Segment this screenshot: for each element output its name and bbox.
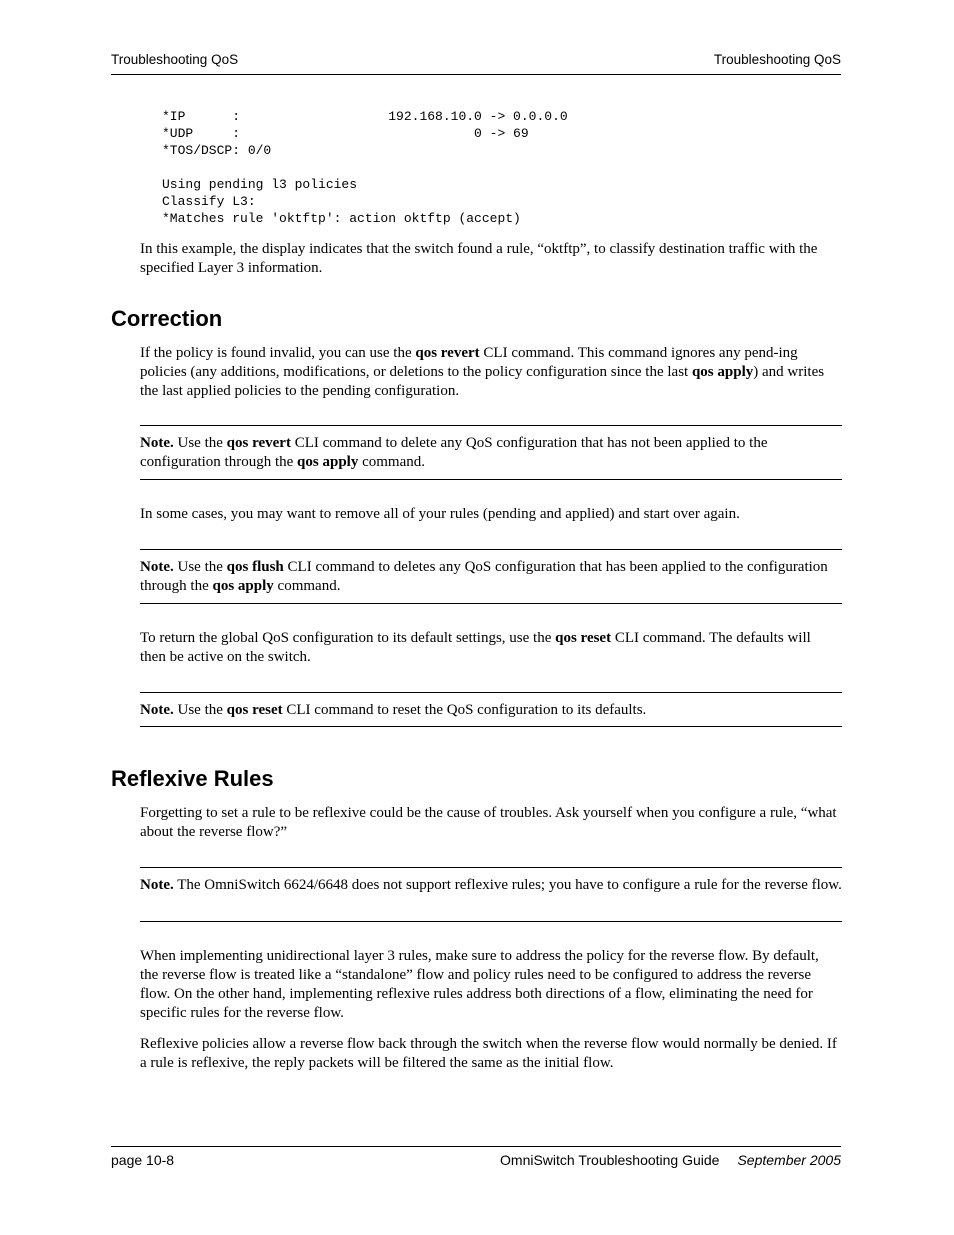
intro-paragraph: In this example, the display indicates that the switch found a rule, “oktftp”, to classify destination traffic with the specified Layer 3 information. [140,241,818,276]
code-line: *UDP : 0 -> 69 [162,126,529,141]
code-line: *Matches rule 'oktftp': action oktftp (accept) [162,211,521,226]
page-footer [111,1146,841,1168]
note-label: Note. [140,435,174,451]
note-qos-flush: Note. Use the qos flush CLI command to deletes any QoS configuration that has been applied to the configuration through the qos apply command. [140,549,842,604]
reflexive-rules-heading: Reflexive Rules [111,766,274,791]
correction-paragraph-2: In some cases, you may want to remove all of your rules (pending and applied) and start over again. [140,506,740,522]
note-label: Note. [140,877,174,893]
reflexive-paragraph-2: When implementing unidirectional layer 3 rules, make sure to address the policy for the reverse flow. By default, the reverse flow is treated like a “standalone” flow and policy rules need to be configured to address the reverse flow. On the other hand, implementing reflexive rules address both directions of a flow, eliminating the need for specific rules for the reverse flow. [140,948,819,1021]
code-line: *IP : 192.168.10.0 -> 0.0.0.0 [162,109,568,124]
note-label: Note. [140,559,174,575]
note-label: Note. [140,702,174,718]
cli-output-block [162,108,568,227]
code-line: *TOS/DSCP: 0/0 [162,143,272,158]
page-number: page 10-8 [111,1152,175,1168]
correction-paragraph-1: If the policy is found invalid, you can use the qos revert CLI command. This command ignores any pend-ing policies (any additions, modifications, or deletions to the policy configuration since the last qos apply) and writes the last applied policies to the pending configuration. [140,345,825,399]
footer-guide-info [500,1152,841,1168]
correction-heading: Correction [111,306,223,331]
guide-title: OmniSwitch Troubleshooting Guide [500,1152,720,1168]
note-reflexive-support: Note. The OmniSwitch 6624/6648 does not support reflexive rules; you have to configure a rule for the reverse flow. [140,867,842,922]
note-qos-revert: Note. Use the qos revert CLI command to delete any QoS configuration that has not been applied to the configuration through the qos apply command. [140,425,842,480]
publication-date: September 2005 [737,1152,841,1168]
reflexive-paragraph-1: Forgetting to set a rule to be reflexive could be the cause of troubles. Ask yourself when you configure a rule, “what about the reverse flow?” [140,805,837,840]
code-line: Classify L3: [162,194,256,209]
correction-paragraph-3: To return the global QoS configuration to its default settings, use the qos reset CLI command. The defaults will then be active on the switch. [140,630,811,665]
page-header [111,50,841,75]
header-right-title: Troubleshooting QoS [713,52,841,67]
header-left-title: Troubleshooting QoS [111,52,239,67]
reflexive-paragraph-3: Reflexive policies allow a reverse flow back through the switch when the reverse flow would normally be denied. If a rule is reflexive, the reply packets will be filtered the same as the initial flow. [140,1036,837,1071]
note-qos-reset: Note. Use the qos reset CLI command to reset the QoS configuration to its defaults. [140,692,842,727]
code-line: Using pending l3 policies [162,177,358,192]
